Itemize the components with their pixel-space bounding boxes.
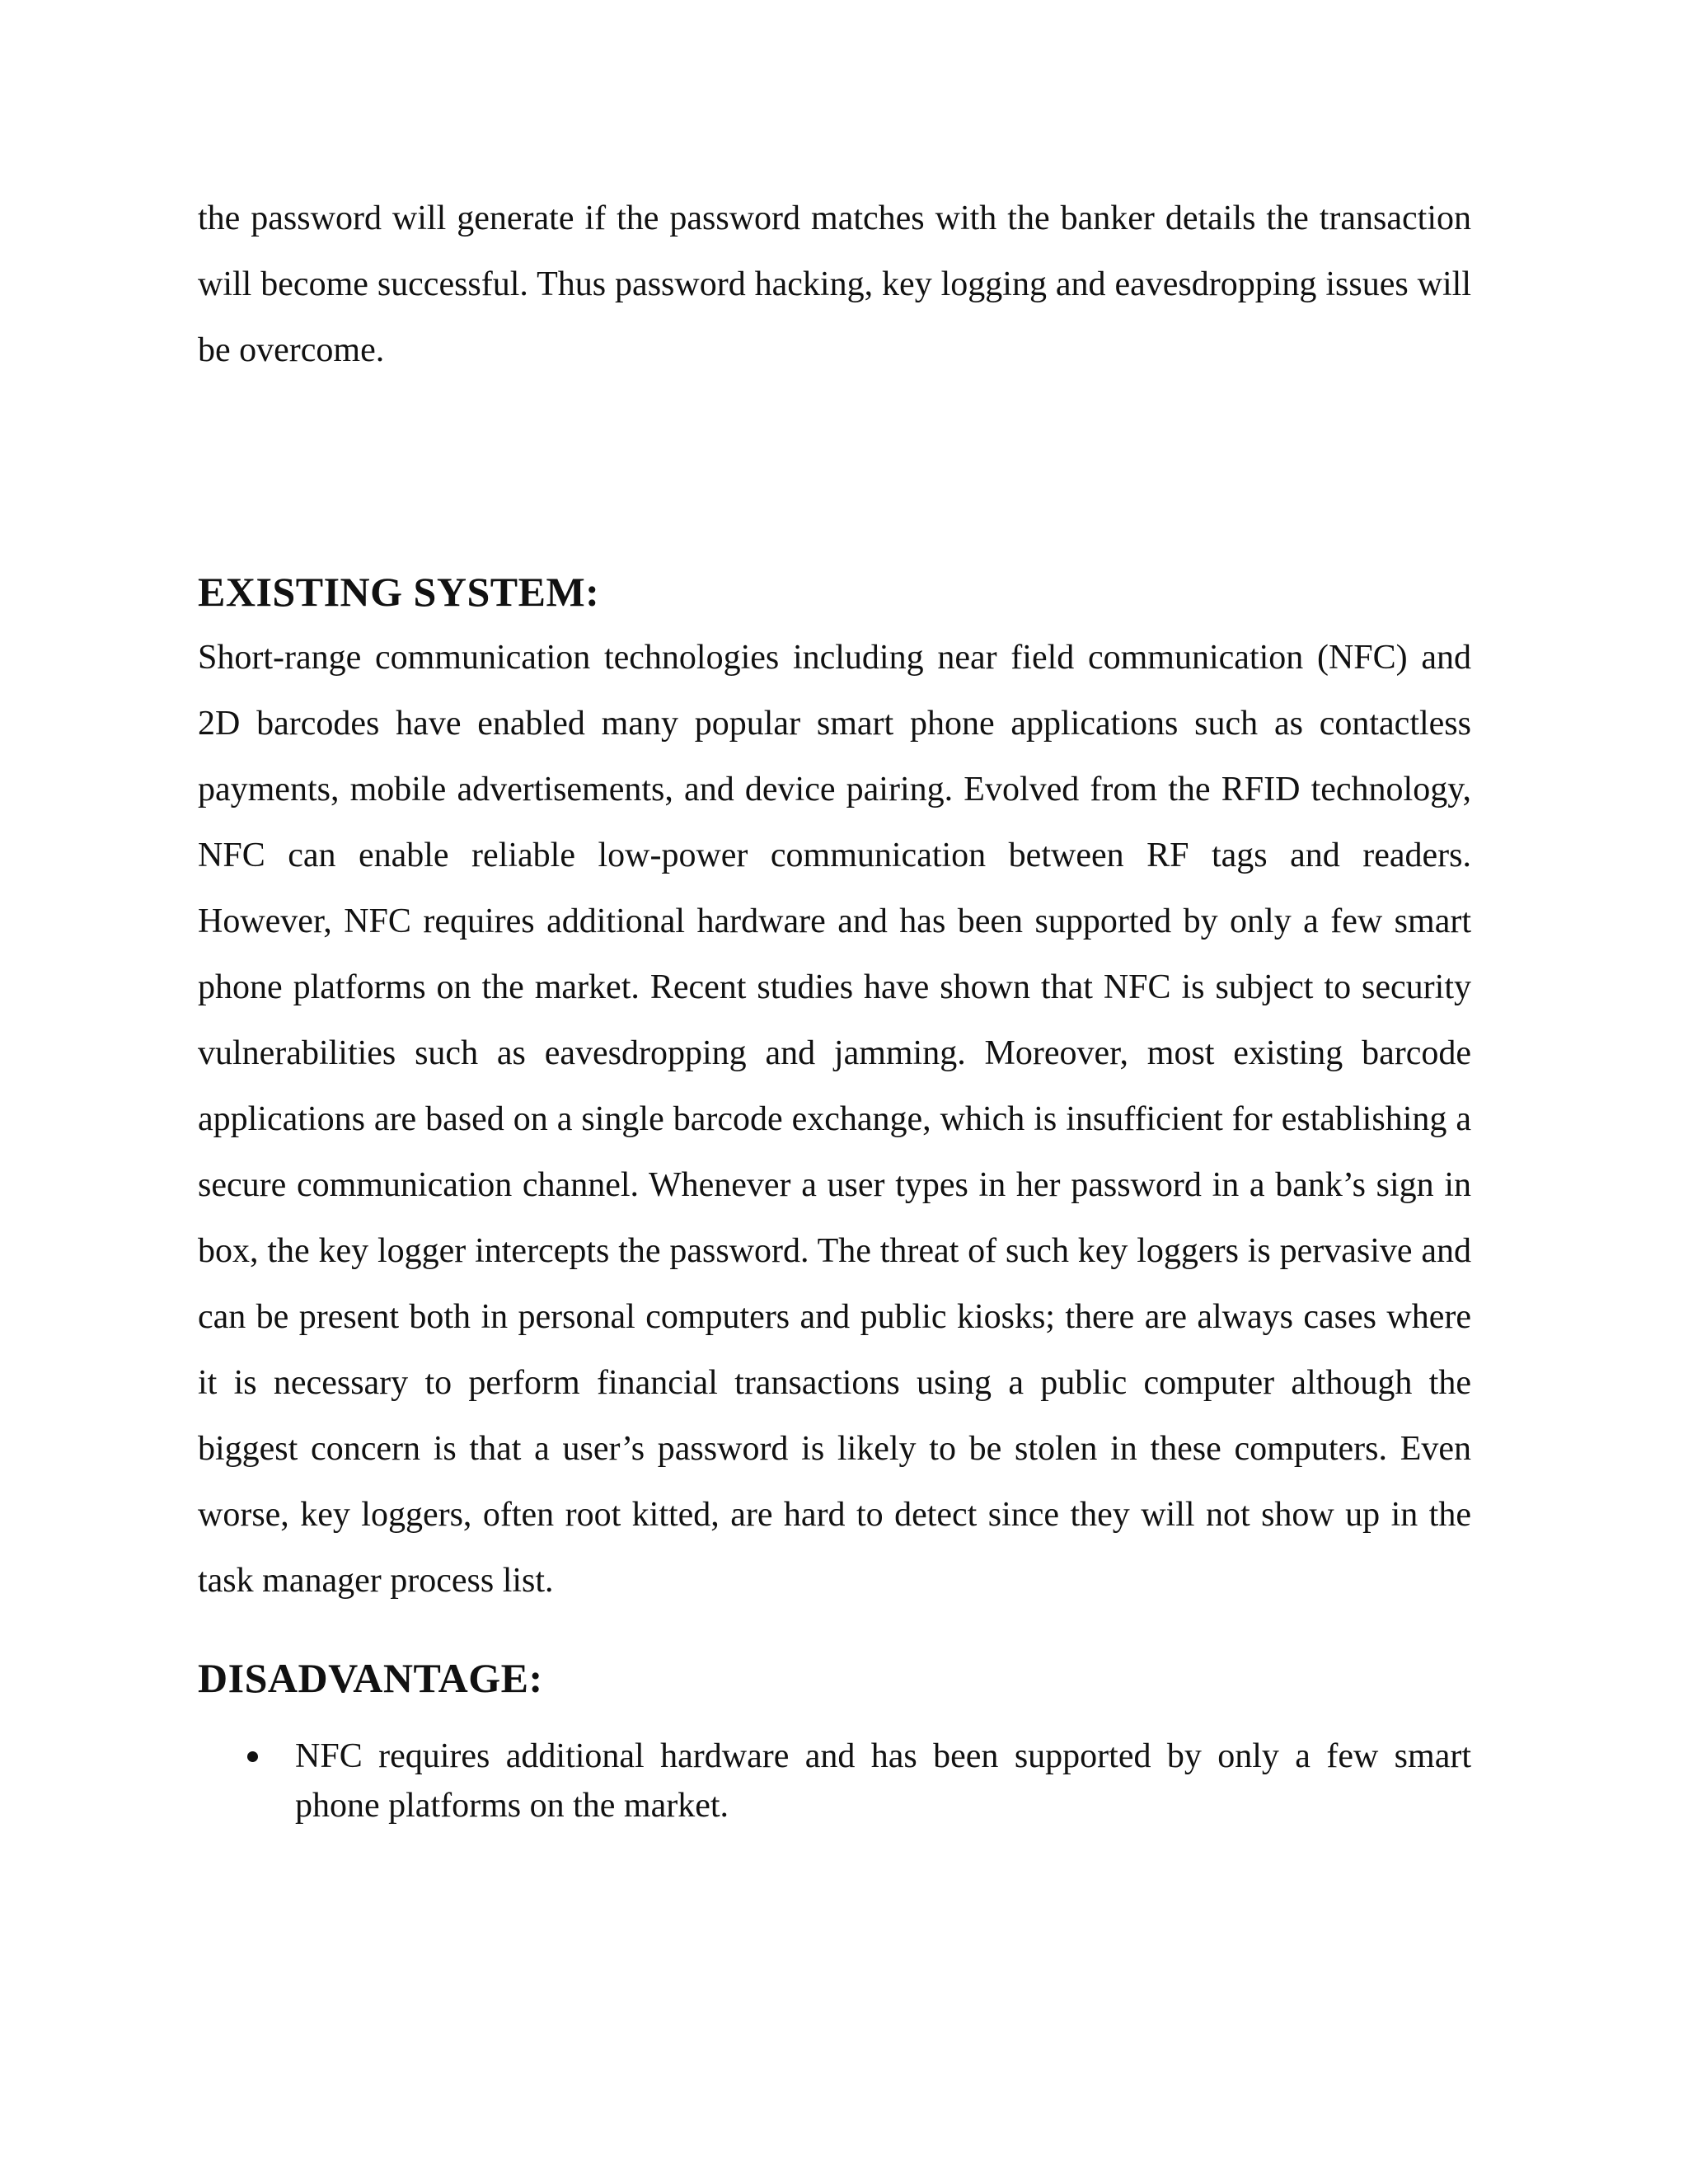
disadvantage-heading: DISADVANTAGE: bbox=[198, 1655, 543, 1701]
list-item bbox=[198, 1732, 1471, 1830]
disadvantage-list bbox=[198, 1732, 1471, 1830]
bullet-icon bbox=[247, 1751, 258, 1762]
disadvantage-item-text: NFC requires additional hardware and has been supported by only a few smart phone platforms on the market. bbox=[295, 1737, 1471, 1825]
existing-system-paragraph: Short-range communication technologies including near field communication (NFC) and 2D barcodes have enabled many popular smart phone applications such as contactless payments, mobile advertisements, and device pairing. Evolved from the RFID technology, NFC can enable reliable low-power communication between RF tags and readers. However, NFC requires additional hardware and has been supported by only a few smart phone platforms on the market. Recent studies have shown that NFC is subject to security vulnerabilities such as eavesdropping and jamming. Moreover, most existing barcode applications are based on a single barcode exchange, which is insufficient for establishing a secure communication channel. Whenever a user types in her password in a bank’s sign in box, the key logger intercepts the password. The threat of such key loggers is pervasive and can be present both in personal computers and public kiosks; there are always cases where it is necessary to perform financial transactions using a public computer although the biggest concern is that a user’s password is likely to be stolen in these computers. Even worse, key loggers, often root kitted, are hard to detect since they will not show up in the task manager process list. bbox=[198, 639, 1471, 1600]
existing-system-heading: EXISTING SYSTEM: bbox=[198, 569, 600, 615]
intro-paragraph: the password will generate if the password matches with the banker details the transaction will become successful. Thus password hacking, key logging and eavesdropping issues will be overcome. bbox=[198, 199, 1471, 369]
document-page bbox=[198, 185, 1471, 1830]
